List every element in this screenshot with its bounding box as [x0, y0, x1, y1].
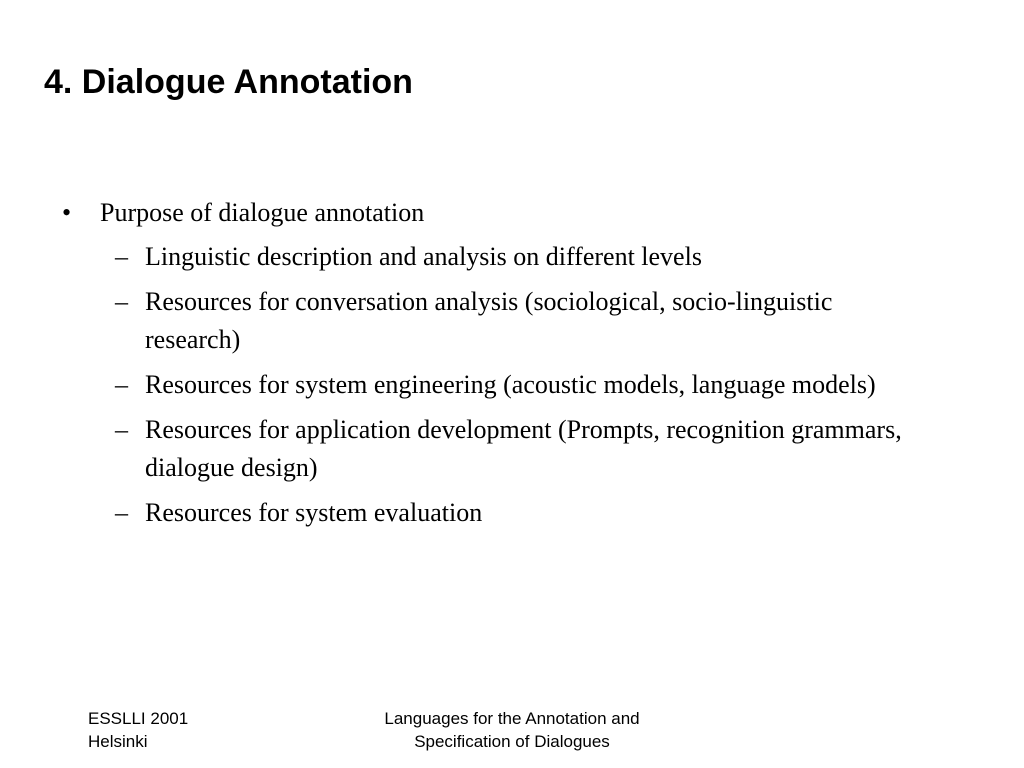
sub-bullet-item — [0, 283, 925, 359]
footer-event-location: Helsinki — [88, 732, 148, 751]
slide-title: 4. Dialogue Annotation — [44, 63, 413, 101]
sub-bullet-item — [0, 494, 925, 532]
sub-bullet-text: Resources for conversation analysis (sociological, socio-linguistic research) — [145, 287, 833, 354]
sub-bullet-text: Resources for application development (Prompts, recognition grammars, dialogue design) — [145, 415, 902, 482]
footer-course-title — [352, 707, 672, 753]
bullet-icon: • — [62, 198, 72, 227]
footer-event-name: ESSLLI 2001 — [88, 709, 189, 728]
slide-content — [0, 194, 1024, 539]
sub-bullet-text: Linguistic description and analysis on different levels — [145, 242, 702, 271]
bullet-item — [0, 194, 920, 232]
sub-bullet-list — [0, 238, 1024, 532]
dash-icon: – — [115, 287, 128, 316]
sub-bullet-item — [0, 411, 925, 487]
dash-icon: – — [115, 242, 128, 271]
footer-course-title-line2: Specification of Dialogues — [414, 732, 610, 751]
footer-course-title-line1: Languages for the Annotation and — [384, 709, 640, 728]
bullet-text: Purpose of dialogue annotation — [100, 198, 425, 227]
dash-icon: – — [115, 415, 128, 444]
dash-icon: – — [115, 498, 128, 527]
sub-bullet-text: Resources for system evaluation — [145, 498, 483, 527]
sub-bullet-text: Resources for system engineering (acoustic models, language models) — [145, 370, 876, 399]
sub-bullet-item — [0, 238, 925, 276]
dash-icon: – — [115, 370, 128, 399]
footer-event — [88, 707, 188, 753]
sub-bullet-item — [0, 366, 925, 404]
